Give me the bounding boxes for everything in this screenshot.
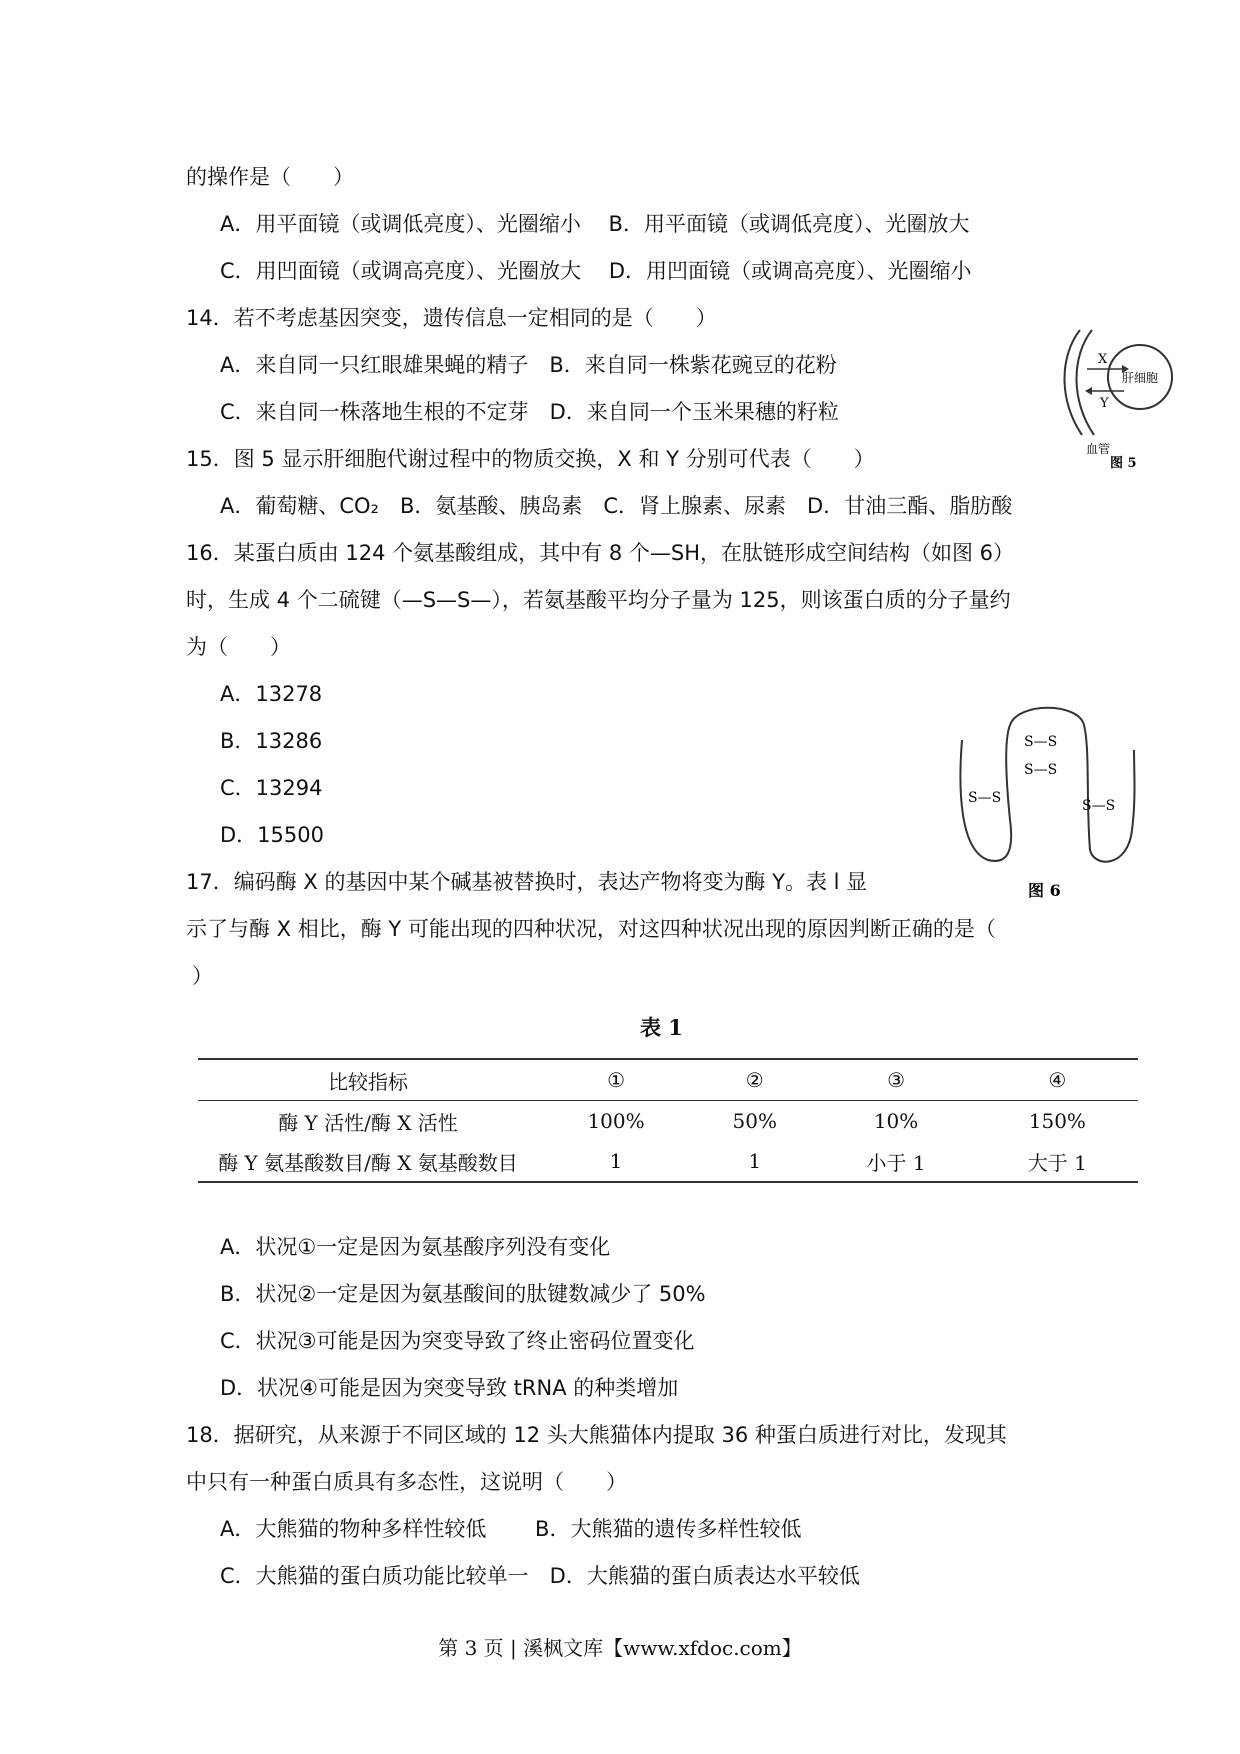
figure-5-x-label: X [1098,352,1108,367]
q13-options-ab: A．用平面镜（或调低亮度）、光圈缩小 B．用平面镜（或调低亮度）、光圈放大 [220,212,970,236]
figure-5-y-label: Y [1100,396,1109,411]
table-header-cell: ③ [815,1059,976,1101]
q16-stem-line2: 时，生成 4 个二硫键（—S—S—），若氨基酸平均分子量为 125，则该蛋白质的分子量约 [186,588,1011,612]
q15-stem: 15．图 5 显示肝细胞代谢过程中的物质交换，X 和 Y 分别可代表（ ） [186,447,875,471]
figure-5 [1052,325,1177,470]
q16-option-a: A．13278 [220,682,323,706]
q16-stem-line3: 为（ ） [186,635,291,659]
figure-5-caption: 图 5 [1110,456,1137,470]
table-row [198,1141,1138,1182]
q17-option-b: B．状况②一定是因为氨基酸间的肽键数减少了 50% [220,1282,706,1306]
q13-options-cd: C．用凹面镜（或调高亮度）、光圈放大 D．用凹面镜（或调高亮度）、光圈缩小 [220,259,972,283]
figure-5-cell-label: 肝细胞 [1122,371,1159,385]
q17-stem-line1: 17．编码酶 X 的基因中某个碱基被替换时，表达产物将变为酶 Y。表 l 显 [186,870,868,894]
table-header-row [198,1059,1138,1101]
q16-option-c: C．13294 [220,776,323,800]
disulfide-bond-right: S—S [1082,798,1116,814]
q17-stem-line2: 示了与酶 X 相比，酶 Y 可能出现的四种状况，对这四种状况出现的原因判断正确的是（ [186,917,996,941]
table-cell: 酶 Y 活性/酶 X 活性 [278,1110,458,1135]
table-cell: 150% [1028,1109,1086,1133]
table-cell: 大于 1 [1027,1150,1087,1175]
q16-option-b: B．13286 [220,729,323,753]
q18-stem-line2: 中只有一种蛋白质具有多态性，这说明（ ） [186,1470,627,1494]
table-header-cell: ② [694,1059,815,1101]
q15-options: A．葡萄糖、CO₂ B．氨基酸、胰岛素 C．肾上腺素、尿素 D．甘油三酯、脂肪酸 [220,494,1013,518]
q14-options-cd: C．来自同一株落地生根的不定芽 D．来自同一个玉米果穗的籽粒 [220,400,839,424]
disulfide-bond-left: S—S [968,790,1002,806]
q13-stem-continued: 的操作是（ ） [186,165,354,189]
table-cell: 50% [732,1109,777,1133]
figure-6 [948,700,1148,900]
figure-5-diagram [1052,325,1177,470]
q17-option-c: C．状况③可能是因为突变导致了终止密码位置变化 [220,1329,695,1353]
table-caption: 表 1 [640,1015,683,1040]
figure-6-diagram [948,700,1148,900]
table-row [198,1101,1138,1142]
table-cell: 酶 Y 氨基酸数目/酶 X 氨基酸数目 [218,1150,518,1175]
disulfide-bond-middle: S—S [1024,762,1058,778]
q16-option-d: D．15500 [220,823,324,847]
comparison-table [198,1058,1138,1183]
table-cell: 10% [873,1109,919,1133]
figure-6-caption: 图 6 [1028,881,1061,900]
table-cell: 100% [587,1109,645,1133]
table-cell: 1 [748,1149,762,1173]
q14-stem: 14．若不考虑基因突变，遗传信息一定相同的是（ ） [186,306,717,330]
q14-options-ab: A．来自同一只红眼雄果蝇的精子 B．来自同一株紫花豌豆的花粉 [220,353,837,377]
q18-stem-line1: 18．据研究，从来源于不同区域的 12 头大熊猫体内提取 36 种蛋白质进行对比，发现其 [186,1423,1007,1447]
disulfide-bond-top: S—S [1024,734,1058,750]
table-cell: 小于 1 [866,1150,926,1175]
q16-stem-line1: 16．某蛋白质由 124 个氨基酸组成，其中有 8 个—SH，在肽链形成空间结构（如图 6） [186,541,1015,565]
q17-option-d: D．状况④可能是因为突变导致 tRNA 的种类增加 [220,1376,679,1400]
table-header-cell: ④ [977,1059,1138,1101]
figure-5-vessel-label: 血管 [1086,442,1111,456]
table-cell: 1 [609,1149,623,1173]
page-footer: 第 3 页 | 溪枫文库【www.xfdoc.com】 [438,1636,802,1660]
q18-options-cd: C．大熊猫的蛋白质功能比较单一 D．大熊猫的蛋白质表达水平较低 [220,1564,860,1588]
q17-stem-line3: ） [192,964,213,988]
q18-options-ab: A．大熊猫的物种多样性较低 B．大熊猫的遗传多样性较低 [220,1517,802,1541]
table-header-cell: ① [538,1059,694,1101]
q17-option-a: A．状况①一定是因为氨基酸序列没有变化 [220,1235,611,1259]
table-header-cell: 比较指标 [198,1059,538,1101]
